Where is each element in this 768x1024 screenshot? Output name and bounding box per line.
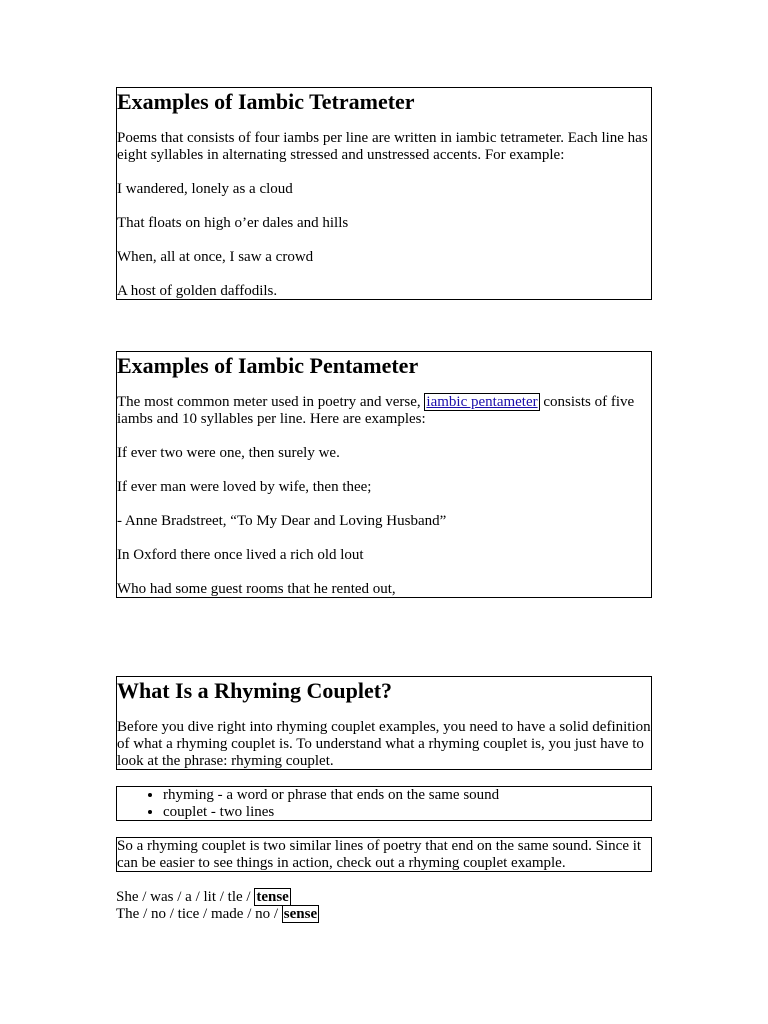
tetrameter-line-4: A host of golden daffodils. [117, 283, 278, 299]
pentameter-intro-start: The most common meter used in poetry and verse, [117, 394, 425, 410]
pentameter-section [116, 351, 652, 598]
rhyme-word: tense [256, 889, 289, 905]
tetrameter-heading: Examples of Iambic Tetrameter [117, 89, 415, 114]
pentameter-intro [117, 394, 651, 428]
tetrameter-intro: Poems that consists of four iambs per line are written in iambic tetrameter. Each line has eight syllables in alternating stressed and unstressed accents. For example: [117, 130, 648, 163]
tetrameter-line-2: That floats on high o’er dales and hills [117, 215, 349, 231]
pentameter-attribution: - Anne Bradstreet, “To My Dear and Loving Husband” [117, 513, 447, 529]
couplet-summary [116, 837, 652, 872]
couplet-example-line-2 [116, 906, 319, 923]
couplet-summary-text: So a rhyming couplet is two similar lines of poetry that end on the same sound. Since it can be easier to see things in action, check out a rhyming couplet example. [117, 838, 642, 871]
couplet-definition-list [116, 786, 652, 821]
pentameter-line-4: Who had some guest rooms that he rented out, [117, 581, 396, 597]
pentameter-line-2: If ever man were loved by wife, then thee; [117, 479, 372, 495]
pentameter-line-1: If ever two were one, then surely we. [117, 445, 340, 461]
definition-bullets [117, 787, 651, 821]
iambic-pentameter-link[interactable]: iambic pentameter [426, 394, 538, 410]
couplet-example-text: The / no / tice / made / no / [116, 906, 282, 922]
list-item: • couplet - two lines [163, 804, 651, 821]
tetrameter-line-3: When, all at once, I saw a crowd [117, 249, 314, 265]
list-item: • rhyming - a word or phrase that ends on the same sound [163, 787, 651, 804]
rhyme-word: sense [283, 906, 318, 922]
pentameter-line-3: In Oxford there once lived a rich old lout [117, 547, 364, 563]
couplet-intro: Before you dive right into rhyming couplet examples, you need to have a solid definition of what a rhyming couplet is. To understand what a rhyming couplet is, you just have to look at the phrase: rhyming couplet. [117, 719, 651, 769]
couplet-section [116, 676, 652, 770]
couplet-heading: What Is a Rhyming Couplet? [117, 678, 393, 703]
pentameter-heading: Examples of Iambic Pentameter [117, 353, 419, 378]
tetrameter-line-1: I wandered, lonely as a cloud [117, 181, 293, 197]
couplet-example-text: She / was / a / lit / tle / [116, 889, 255, 905]
couplet-example-line-1 [116, 889, 291, 906]
tetrameter-section [116, 87, 652, 300]
pentameter-intro-end: consists of five iambs and 10 syllables per line. Here are examples: [117, 394, 635, 427]
